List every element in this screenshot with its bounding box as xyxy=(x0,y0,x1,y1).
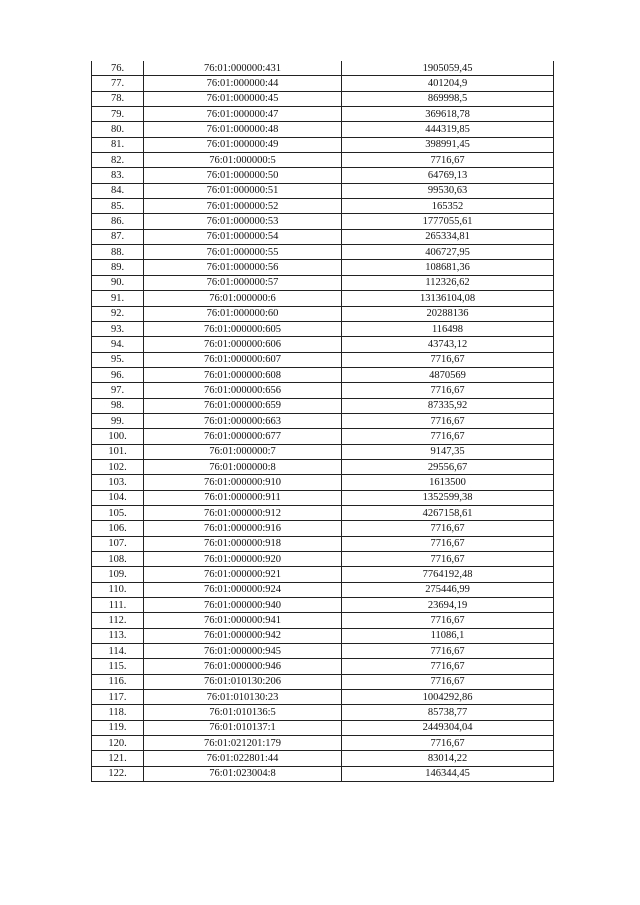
row-number-cell: 92. xyxy=(92,306,144,321)
cadastral-number-cell: 76:01:000000:53 xyxy=(144,214,342,229)
row-number-cell: 94. xyxy=(92,337,144,352)
cadastral-value-cell: 7716,67 xyxy=(342,536,554,551)
row-number-cell: 82. xyxy=(92,153,144,168)
cadastral-number-cell: 76:01:010137:1 xyxy=(144,720,342,735)
cadastral-number-cell: 76:01:000000:48 xyxy=(144,122,342,137)
table-row xyxy=(92,751,554,766)
row-number-cell: 83. xyxy=(92,168,144,183)
table-row xyxy=(92,644,554,659)
table-row xyxy=(92,613,554,628)
cadastral-number-cell: 76:01:000000:911 xyxy=(144,490,342,505)
table-row xyxy=(92,76,554,91)
cadastral-value-cell: 13136104,08 xyxy=(342,291,554,306)
cadastral-value-cell: 406727,95 xyxy=(342,245,554,260)
cadastral-value-cell: 7716,67 xyxy=(342,413,554,428)
cadastral-number-cell: 76:01:000000:54 xyxy=(144,229,342,244)
table-row xyxy=(92,137,554,152)
row-number-cell: 96. xyxy=(92,367,144,382)
row-number-cell: 112. xyxy=(92,613,144,628)
row-number-cell: 106. xyxy=(92,521,144,536)
table-row xyxy=(92,291,554,306)
row-number-cell: 110. xyxy=(92,582,144,597)
cadastral-number-cell: 76:01:000000:6 xyxy=(144,291,342,306)
row-number-cell: 115. xyxy=(92,659,144,674)
table-row xyxy=(92,628,554,643)
cadastral-number-cell: 76:01:010130:206 xyxy=(144,674,342,689)
row-number-cell: 109. xyxy=(92,567,144,582)
cadastral-number-cell: 76:01:000000:941 xyxy=(144,613,342,628)
row-number-cell: 104. xyxy=(92,490,144,505)
cadastral-value-cell: 83014,22 xyxy=(342,751,554,766)
row-number-cell: 99. xyxy=(92,413,144,428)
cadastral-value-cell: 165352 xyxy=(342,199,554,214)
cadastral-number-cell: 76:01:000000:677 xyxy=(144,429,342,444)
row-number-cell: 93. xyxy=(92,321,144,336)
cadastral-value-cell: 401204,9 xyxy=(342,76,554,91)
cadastral-number-cell: 76:01:000000:8 xyxy=(144,459,342,474)
cadastral-number-cell: 76:01:000000:663 xyxy=(144,413,342,428)
row-number-cell: 118. xyxy=(92,705,144,720)
cadastral-value-cell: 7716,67 xyxy=(342,613,554,628)
cadastral-value-table xyxy=(91,61,554,782)
cadastral-value-cell: 7716,67 xyxy=(342,521,554,536)
table-row xyxy=(92,567,554,582)
table-row xyxy=(92,199,554,214)
table-row xyxy=(92,183,554,198)
cadastral-number-cell: 76:01:000000:924 xyxy=(144,582,342,597)
cadastral-number-cell: 76:01:000000:57 xyxy=(144,275,342,290)
table-row xyxy=(92,398,554,413)
cadastral-number-cell: 76:01:000000:940 xyxy=(144,598,342,613)
cadastral-value-cell: 99530,63 xyxy=(342,183,554,198)
row-number-cell: 111. xyxy=(92,598,144,613)
cadastral-value-cell: 85738,77 xyxy=(342,705,554,720)
cadastral-number-cell: 76:01:000000:918 xyxy=(144,536,342,551)
row-number-cell: 101. xyxy=(92,444,144,459)
row-number-cell: 81. xyxy=(92,137,144,152)
cadastral-number-cell: 76:01:000000:55 xyxy=(144,245,342,260)
cadastral-value-cell: 7716,67 xyxy=(342,383,554,398)
table-row xyxy=(92,275,554,290)
cadastral-value-cell: 64769,13 xyxy=(342,168,554,183)
cadastral-number-cell: 76:01:010130:23 xyxy=(144,690,342,705)
row-number-cell: 97. xyxy=(92,383,144,398)
cadastral-value-cell: 4870569 xyxy=(342,367,554,382)
cadastral-value-cell: 43743,12 xyxy=(342,337,554,352)
cadastral-number-cell: 76:01:000000:920 xyxy=(144,552,342,567)
row-number-cell: 89. xyxy=(92,260,144,275)
cadastral-number-cell: 76:01:000000:945 xyxy=(144,644,342,659)
cadastral-value-cell: 146344,45 xyxy=(342,766,554,781)
table-row xyxy=(92,705,554,720)
table-row xyxy=(92,552,554,567)
table-row xyxy=(92,659,554,674)
row-number-cell: 117. xyxy=(92,690,144,705)
cadastral-number-cell: 76:01:000000:921 xyxy=(144,567,342,582)
cadastral-value-cell: 1613500 xyxy=(342,475,554,490)
row-number-cell: 121. xyxy=(92,751,144,766)
cadastral-value-cell: 116498 xyxy=(342,321,554,336)
cadastral-number-cell: 76:01:000000:45 xyxy=(144,91,342,106)
cadastral-value-cell: 11086,1 xyxy=(342,628,554,643)
table-row xyxy=(92,321,554,336)
cadastral-number-cell: 76:01:000000:47 xyxy=(144,107,342,122)
cadastral-value-cell: 7716,67 xyxy=(342,644,554,659)
cadastral-number-cell: 76:01:000000:5 xyxy=(144,153,342,168)
table-row xyxy=(92,444,554,459)
cadastral-value-cell: 9147,35 xyxy=(342,444,554,459)
table-body xyxy=(92,61,554,782)
row-number-cell: 100. xyxy=(92,429,144,444)
table-row xyxy=(92,260,554,275)
cadastral-number-cell: 76:01:022801:44 xyxy=(144,751,342,766)
cadastral-number-cell: 76:01:000000:49 xyxy=(144,137,342,152)
cadastral-number-cell: 76:01:000000:50 xyxy=(144,168,342,183)
table-row xyxy=(92,475,554,490)
cadastral-value-cell: 1905059,45 xyxy=(342,61,554,76)
row-number-cell: 85. xyxy=(92,199,144,214)
row-number-cell: 113. xyxy=(92,628,144,643)
table-row xyxy=(92,168,554,183)
cadastral-number-cell: 76:01:000000:942 xyxy=(144,628,342,643)
row-number-cell: 86. xyxy=(92,214,144,229)
row-number-cell: 78. xyxy=(92,91,144,106)
table-row xyxy=(92,61,554,76)
cadastral-value-cell: 1352599,38 xyxy=(342,490,554,505)
cadastral-number-cell: 76:01:000000:659 xyxy=(144,398,342,413)
cadastral-value-cell: 112326,62 xyxy=(342,275,554,290)
table-row xyxy=(92,91,554,106)
row-number-cell: 119. xyxy=(92,720,144,735)
table-row xyxy=(92,229,554,244)
cadastral-number-cell: 76:01:000000:656 xyxy=(144,383,342,398)
table-row xyxy=(92,505,554,520)
cadastral-value-cell: 7716,67 xyxy=(342,674,554,689)
cadastral-number-cell: 76:01:023004:8 xyxy=(144,766,342,781)
table-row xyxy=(92,122,554,137)
table-row xyxy=(92,306,554,321)
cadastral-number-cell: 76:01:000000:52 xyxy=(144,199,342,214)
row-number-cell: 103. xyxy=(92,475,144,490)
table-row xyxy=(92,720,554,735)
cadastral-number-cell: 76:01:000000:51 xyxy=(144,183,342,198)
cadastral-number-cell: 76:01:000000:7 xyxy=(144,444,342,459)
cadastral-number-cell: 76:01:000000:608 xyxy=(144,367,342,382)
cadastral-value-cell: 29556,67 xyxy=(342,459,554,474)
cadastral-value-cell: 2449304,04 xyxy=(342,720,554,735)
cadastral-value-cell: 7764192,48 xyxy=(342,567,554,582)
row-number-cell: 76. xyxy=(92,61,144,76)
cadastral-value-cell: 444319,85 xyxy=(342,122,554,137)
table-row xyxy=(92,383,554,398)
row-number-cell: 105. xyxy=(92,505,144,520)
table-row xyxy=(92,429,554,444)
cadastral-value-cell: 108681,36 xyxy=(342,260,554,275)
table-row xyxy=(92,413,554,428)
table-row xyxy=(92,245,554,260)
cadastral-number-cell: 76:01:000000:910 xyxy=(144,475,342,490)
row-number-cell: 84. xyxy=(92,183,144,198)
cadastral-value-cell: 265334,81 xyxy=(342,229,554,244)
cadastral-number-cell: 76:01:021201:179 xyxy=(144,736,342,751)
cadastral-number-cell: 76:01:000000:606 xyxy=(144,337,342,352)
cadastral-number-cell: 76:01:000000:946 xyxy=(144,659,342,674)
cadastral-value-cell: 398991,45 xyxy=(342,137,554,152)
cadastral-value-cell: 87335,92 xyxy=(342,398,554,413)
cadastral-value-cell: 275446,99 xyxy=(342,582,554,597)
cadastral-value-cell: 7716,67 xyxy=(342,659,554,674)
cadastral-number-cell: 76:01:000000:607 xyxy=(144,352,342,367)
row-number-cell: 114. xyxy=(92,644,144,659)
table-row xyxy=(92,367,554,382)
cadastral-value-cell: 7716,67 xyxy=(342,429,554,444)
table-row xyxy=(92,674,554,689)
table-row xyxy=(92,107,554,122)
table-row xyxy=(92,690,554,705)
cadastral-value-cell: 7716,67 xyxy=(342,552,554,567)
cadastral-value-cell: 1777055,61 xyxy=(342,214,554,229)
row-number-cell: 122. xyxy=(92,766,144,781)
cadastral-number-cell: 76:01:000000:916 xyxy=(144,521,342,536)
table-row xyxy=(92,352,554,367)
row-number-cell: 102. xyxy=(92,459,144,474)
row-number-cell: 87. xyxy=(92,229,144,244)
table-row xyxy=(92,736,554,751)
row-number-cell: 98. xyxy=(92,398,144,413)
row-number-cell: 95. xyxy=(92,352,144,367)
table-row xyxy=(92,582,554,597)
cadastral-number-cell: 76:01:000000:912 xyxy=(144,505,342,520)
row-number-cell: 107. xyxy=(92,536,144,551)
cadastral-number-cell: 76:01:000000:60 xyxy=(144,306,342,321)
cadastral-value-cell: 23694,19 xyxy=(342,598,554,613)
row-number-cell: 79. xyxy=(92,107,144,122)
table-row xyxy=(92,337,554,352)
cadastral-number-cell: 76:01:000000:431 xyxy=(144,61,342,76)
cadastral-number-cell: 76:01:000000:56 xyxy=(144,260,342,275)
row-number-cell: 80. xyxy=(92,122,144,137)
cadastral-number-cell: 76:01:010136:5 xyxy=(144,705,342,720)
cadastral-value-cell: 869998,5 xyxy=(342,91,554,106)
cadastral-value-cell: 20288136 xyxy=(342,306,554,321)
row-number-cell: 120. xyxy=(92,736,144,751)
table-row xyxy=(92,536,554,551)
row-number-cell: 90. xyxy=(92,275,144,290)
cadastral-value-cell: 7716,67 xyxy=(342,736,554,751)
cadastral-value-cell: 369618,78 xyxy=(342,107,554,122)
cadastral-value-cell: 1004292,86 xyxy=(342,690,554,705)
row-number-cell: 91. xyxy=(92,291,144,306)
row-number-cell: 88. xyxy=(92,245,144,260)
cadastral-number-cell: 76:01:000000:44 xyxy=(144,76,342,91)
row-number-cell: 108. xyxy=(92,552,144,567)
row-number-cell: 116. xyxy=(92,674,144,689)
cadastral-value-cell: 7716,67 xyxy=(342,352,554,367)
table-row xyxy=(92,490,554,505)
table-row xyxy=(92,521,554,536)
cadastral-number-cell: 76:01:000000:605 xyxy=(144,321,342,336)
cadastral-value-cell: 7716,67 xyxy=(342,153,554,168)
table-row xyxy=(92,459,554,474)
table-row xyxy=(92,766,554,781)
cadastral-value-cell: 4267158,61 xyxy=(342,505,554,520)
table-row xyxy=(92,598,554,613)
table-row xyxy=(92,214,554,229)
row-number-cell: 77. xyxy=(92,76,144,91)
table-row xyxy=(92,153,554,168)
